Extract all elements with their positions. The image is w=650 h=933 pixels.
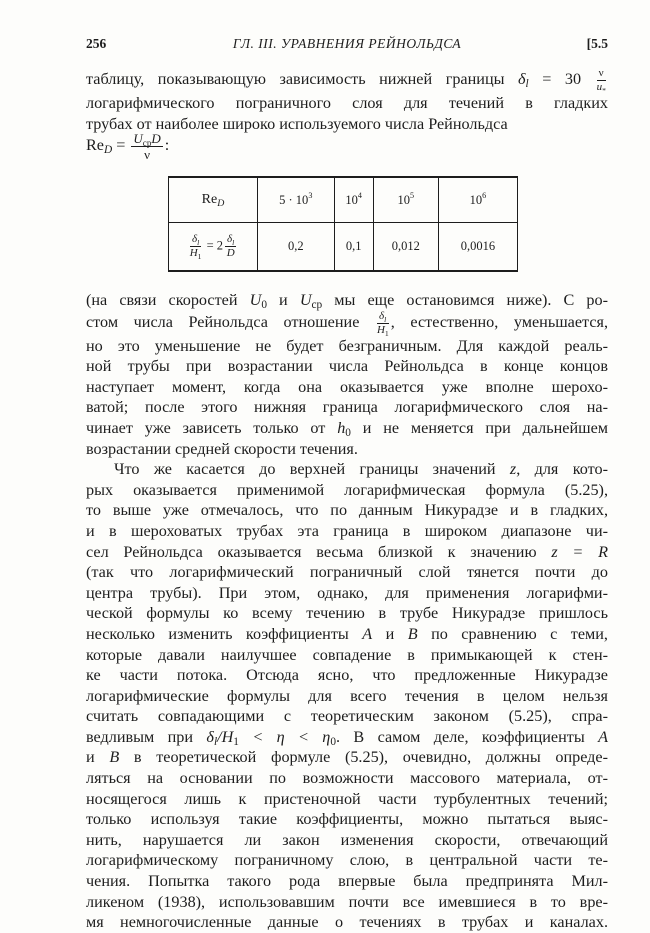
text-line: возрастании средней скорости течения. (86, 439, 358, 458)
text-line: логарифмического пограничного слоя для течений в гладких (86, 94, 608, 112)
text-run: таблицу, показывающую зависимость нижней границы (86, 70, 519, 89)
table-header-cell: $10^5$ (373, 177, 438, 223)
table-cell: 0,2 (258, 223, 335, 272)
reynolds-definition: $Re_D$ = $\frac{U_{ср}D}{\nu}$ : (86, 131, 170, 162)
page-number: 256 (86, 36, 107, 51)
text-line: наступает момент, когда она оказывается уже вполне шерохо- (86, 377, 608, 396)
text-line: нить, нарушается ли закон изменения скорости, отвечающий (86, 830, 608, 849)
text-line: трубах от наиболее широко используемого числа Рейнольдса (86, 114, 508, 133)
text-line: чинает уже зависеть только от $h_0$ и не меняется при дальнейшем (86, 418, 608, 439)
text-line: Что же касается до верхней границы значений z, для кото- (114, 460, 608, 479)
fraction-delta-over-h1: $\frac{\delta_l}{H_1}$ (376, 309, 389, 338)
chapter-title: ГЛ. III. УРАВНЕНИЯ РЕЙНОЛЬДСА (232, 36, 462, 51)
fraction-nu-over-u: $\frac{\nu}{u_*}$ (596, 67, 606, 95)
text-line: которые давали наилучшее совпадение в примыкающей к стен- (86, 645, 608, 664)
text-line: (на связи скоростей $U_0$ и $U_{ср}$ мы еще остановимся ниже). С ро- (86, 291, 609, 311)
text-line: и в шероховатых трубах эта граница в широком диапазоне чи- (86, 521, 608, 540)
text-line: носящегося лишь к пристеночной части турбулентных течений; (86, 789, 608, 808)
text-line: сел Рейнольдса оказывается весьма близкой к значению z = R (86, 542, 608, 561)
text-line: рых оказывается применимой логарифмическая формула (5.25), (86, 480, 608, 499)
text-line: ке части потока. Отсюда ясно, что предложенные Никурадзе (86, 666, 608, 685)
text-line: ляться на основании по возможности массового материала, от- (86, 769, 608, 788)
text-line: логарифмические формулы для всего течения в целом нельзя (86, 686, 608, 705)
table-cell: 0,012 (373, 223, 438, 272)
text-line: только используя такие коэффициенты, можно пытаться выяс- (86, 810, 608, 829)
table-cell: 0,0016 (438, 223, 517, 272)
text-line: логарифмическому пограничному слою, в центральной части те- (86, 851, 608, 870)
text-line: чения. Попытка такого рода впервые была предпринята Мил- (86, 872, 608, 891)
text-line: и B в теоретической формуле (5.25), очевидно, должны опреде- (86, 748, 608, 767)
table-header-cell: $5 \cdot 10^3$ (258, 177, 335, 223)
text-line: центра трубы). При этом, однако, для применения логарифми- (86, 583, 608, 602)
text-line (86, 68, 608, 93)
text-line: стом числа Рейнольдса отношение $\frac{\delta_l}{H_1}$ , естественно, уменьшается, (86, 309, 609, 338)
text-line: (так что логарифмический пограничный слой тянется почти до (86, 563, 608, 582)
text-line: но это уменьшение не будет безграничным. Для каждой реаль- (86, 336, 608, 355)
fraction-ucp-d-over-nu: $\frac{U_{ср}D}{\nu}$ (133, 131, 161, 162)
text-line: ной трубы при возрастании числа Рейнольдса в конце концов (86, 357, 608, 376)
table-header-cell: $10^4$ (334, 177, 373, 223)
table-header-row (169, 177, 518, 223)
text-line: то выше уже отмечалось, что по данным Никурадзе и в гладких, (86, 501, 608, 520)
text-line: ведливым при $\delta_l/H_1 < \eta < \eta_0$. В самом деле, коэффициенты A (86, 727, 608, 748)
text-line: ческой формулы ко всему течению в трубе Никурадзе пришлось (86, 604, 608, 623)
formula-delta-l: $\delta_l = 30$ $\frac{\nu}{u_*}$ (518, 67, 606, 95)
text-line: считать совпадающими с теоретическим законом (5.25), спра- (86, 707, 608, 726)
table-row (169, 223, 518, 272)
text-line: ватой; после этого нижняя граница логарифмического слоя на- (86, 398, 608, 417)
table-cell: 0,1 (334, 223, 373, 272)
running-header (86, 36, 608, 54)
table-header-label: $Re_D$ (169, 177, 258, 223)
body-text (86, 290, 608, 933)
section-number: [5.5 (586, 36, 608, 51)
text-line: несколько изменить коэффициенты A и B по сравнению с теми, (86, 624, 608, 643)
text-line: мя немногочисленные данные о течениях в трубах и каналах. (86, 913, 608, 932)
text-line: ликеном (1938), использовавшим почти все имевшиеся в то вре- (86, 892, 608, 911)
reynolds-table (168, 176, 518, 272)
table-row-label: $\frac{\delta_l}{H_1}$ = 2 $\frac{\delta_l}{D}$ (169, 223, 258, 272)
table-header-cell: $10^6$ (438, 177, 517, 223)
paragraph-1 (86, 68, 608, 134)
